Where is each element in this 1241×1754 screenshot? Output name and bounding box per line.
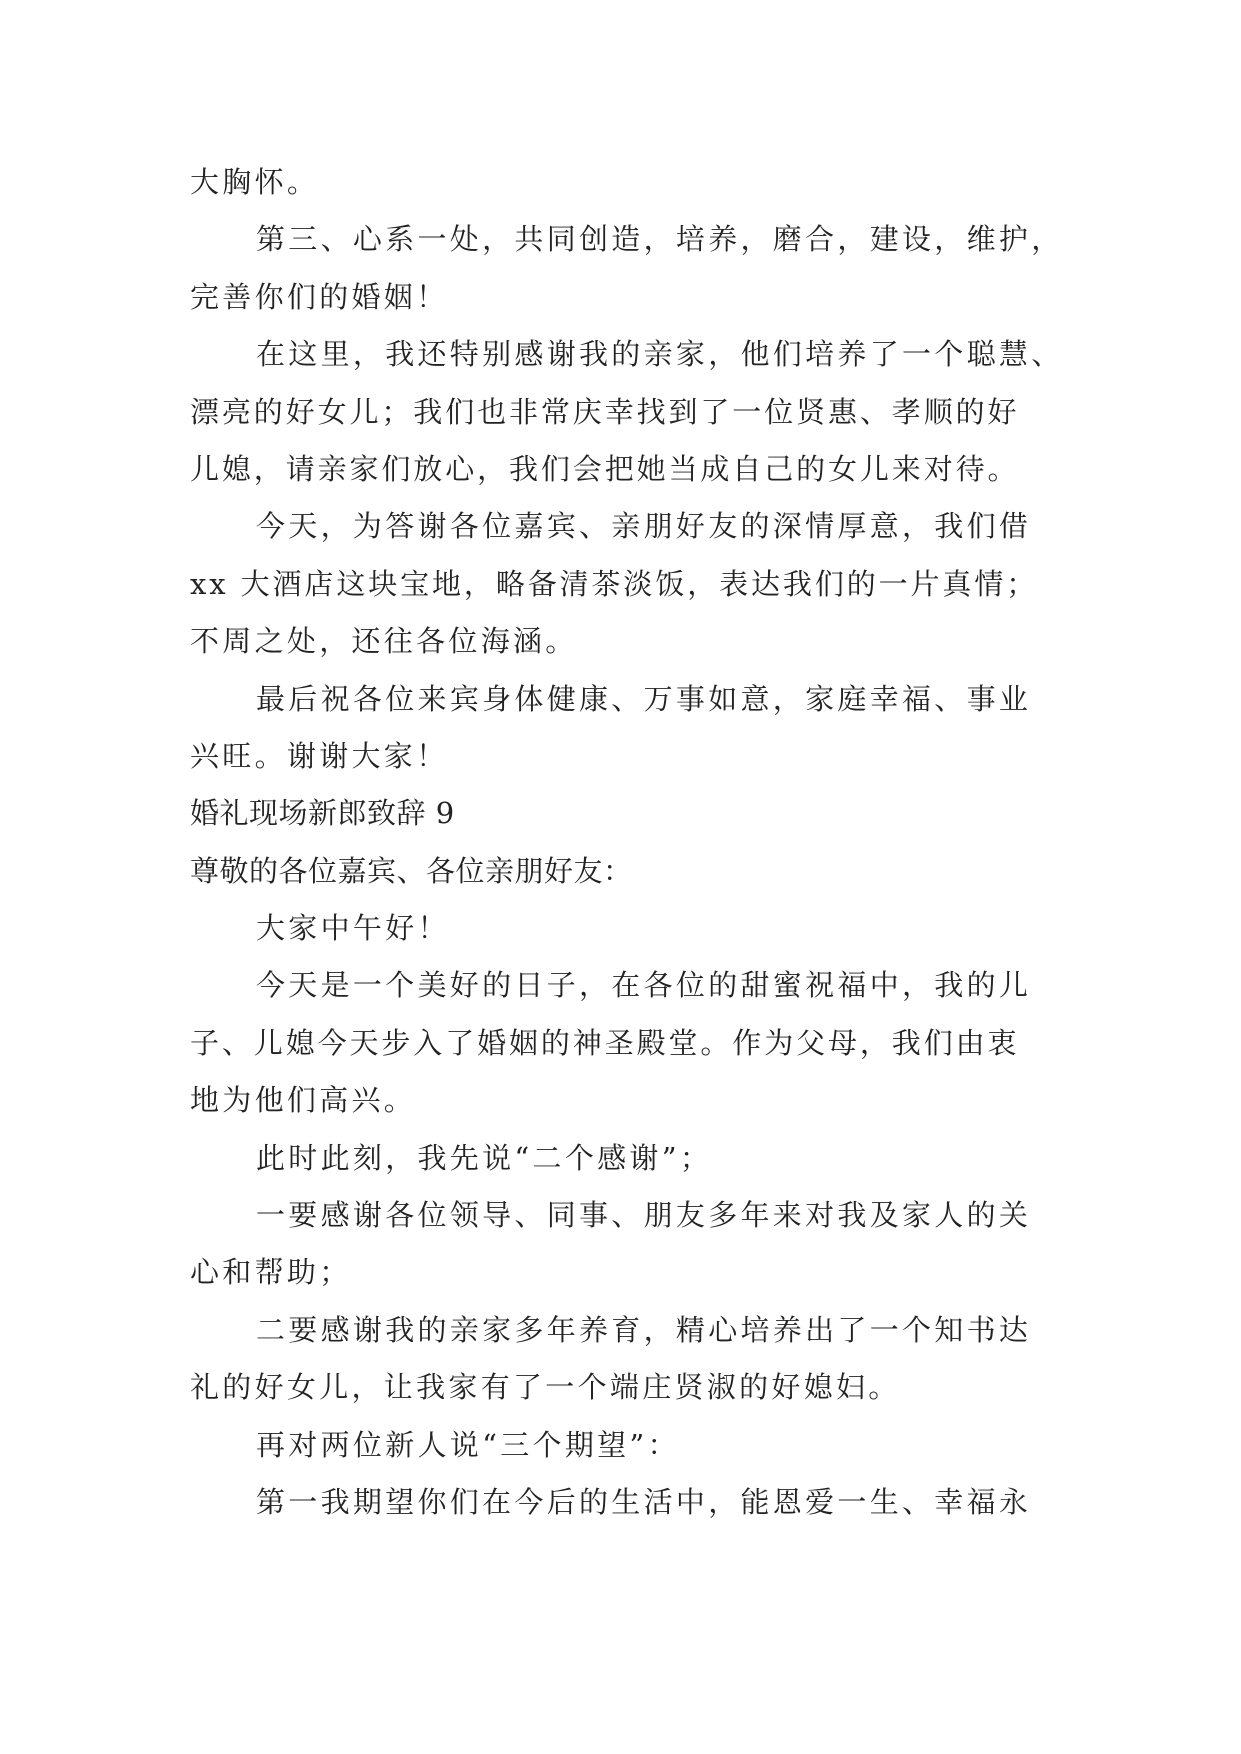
paragraph-start: 第三、心系一处，共同创造，培养，磨合，建设，维护， [256, 222, 1064, 257]
text-line: 不周之处，还往各位海涵。 [190, 624, 578, 659]
paragraph-start: 再对两位新人说“三个期望”： [256, 1427, 680, 1462]
section-heading: 婚礼现场新郎致辞 9 [190, 796, 455, 831]
paragraph-start: 今天，为答谢各位嘉宾、亲朋好友的深情厚意，我们借 [256, 509, 1032, 544]
salutation: 尊敬的各位嘉宾、各位亲朋好友： [190, 853, 633, 888]
paragraph-start: 二要感谢我的亲家多年养育，精心培养出了一个知书达 [256, 1312, 1032, 1347]
text-line: 礼的好女儿，让我家有了一个端庄贤淑的好媳妇。 [190, 1370, 901, 1405]
text-line: 儿媳，请亲家们放心，我们会把她当成自己的女儿来对待。 [190, 451, 1020, 486]
text-line: 完善你们的婚姻！ [190, 279, 449, 314]
paragraph-start: 第一我期望你们在今后的生活中，能恩爱一生、幸福永 [256, 1484, 1032, 1519]
text-line: 漂亮的好女儿；我们也非常庆幸找到了一位贤惠、孝顺的好 [190, 394, 1020, 429]
greeting: 大家中午好！ [256, 911, 450, 946]
text-line: 子、儿媳今天步入了婚姻的神圣殿堂。作为父母，我们由衷 [190, 1025, 1020, 1060]
paragraph-start: 在这里，我还特别感谢我的亲家，他们培养了一个聪慧、 [256, 337, 1064, 372]
text-line: xx 大酒店这块宝地，略备清茶淡饭，表达我们的一片真情； [190, 566, 1039, 601]
text-line: 大胸怀。 [190, 165, 320, 199]
paragraph-start: 一要感谢各位领导、同事、朋友多年来对我及家人的关 [256, 1198, 1032, 1233]
paragraph-start: 最后祝各位来宾身体健康、万事如意，家庭幸福、事业 [256, 681, 1032, 716]
paragraph-start: 此时此刻，我先说“二个感谢”； [256, 1140, 713, 1175]
text-line: 兴旺。谢谢大家！ [190, 738, 449, 773]
paragraph-start: 今天是一个美好的日子，在各位的甜蜜祝福中，我的儿 [256, 968, 1032, 1003]
text-line: 地为他们高兴。 [190, 1083, 417, 1118]
document-body [190, 154, 1080, 1531]
text-line: 心和帮助； [190, 1255, 352, 1290]
